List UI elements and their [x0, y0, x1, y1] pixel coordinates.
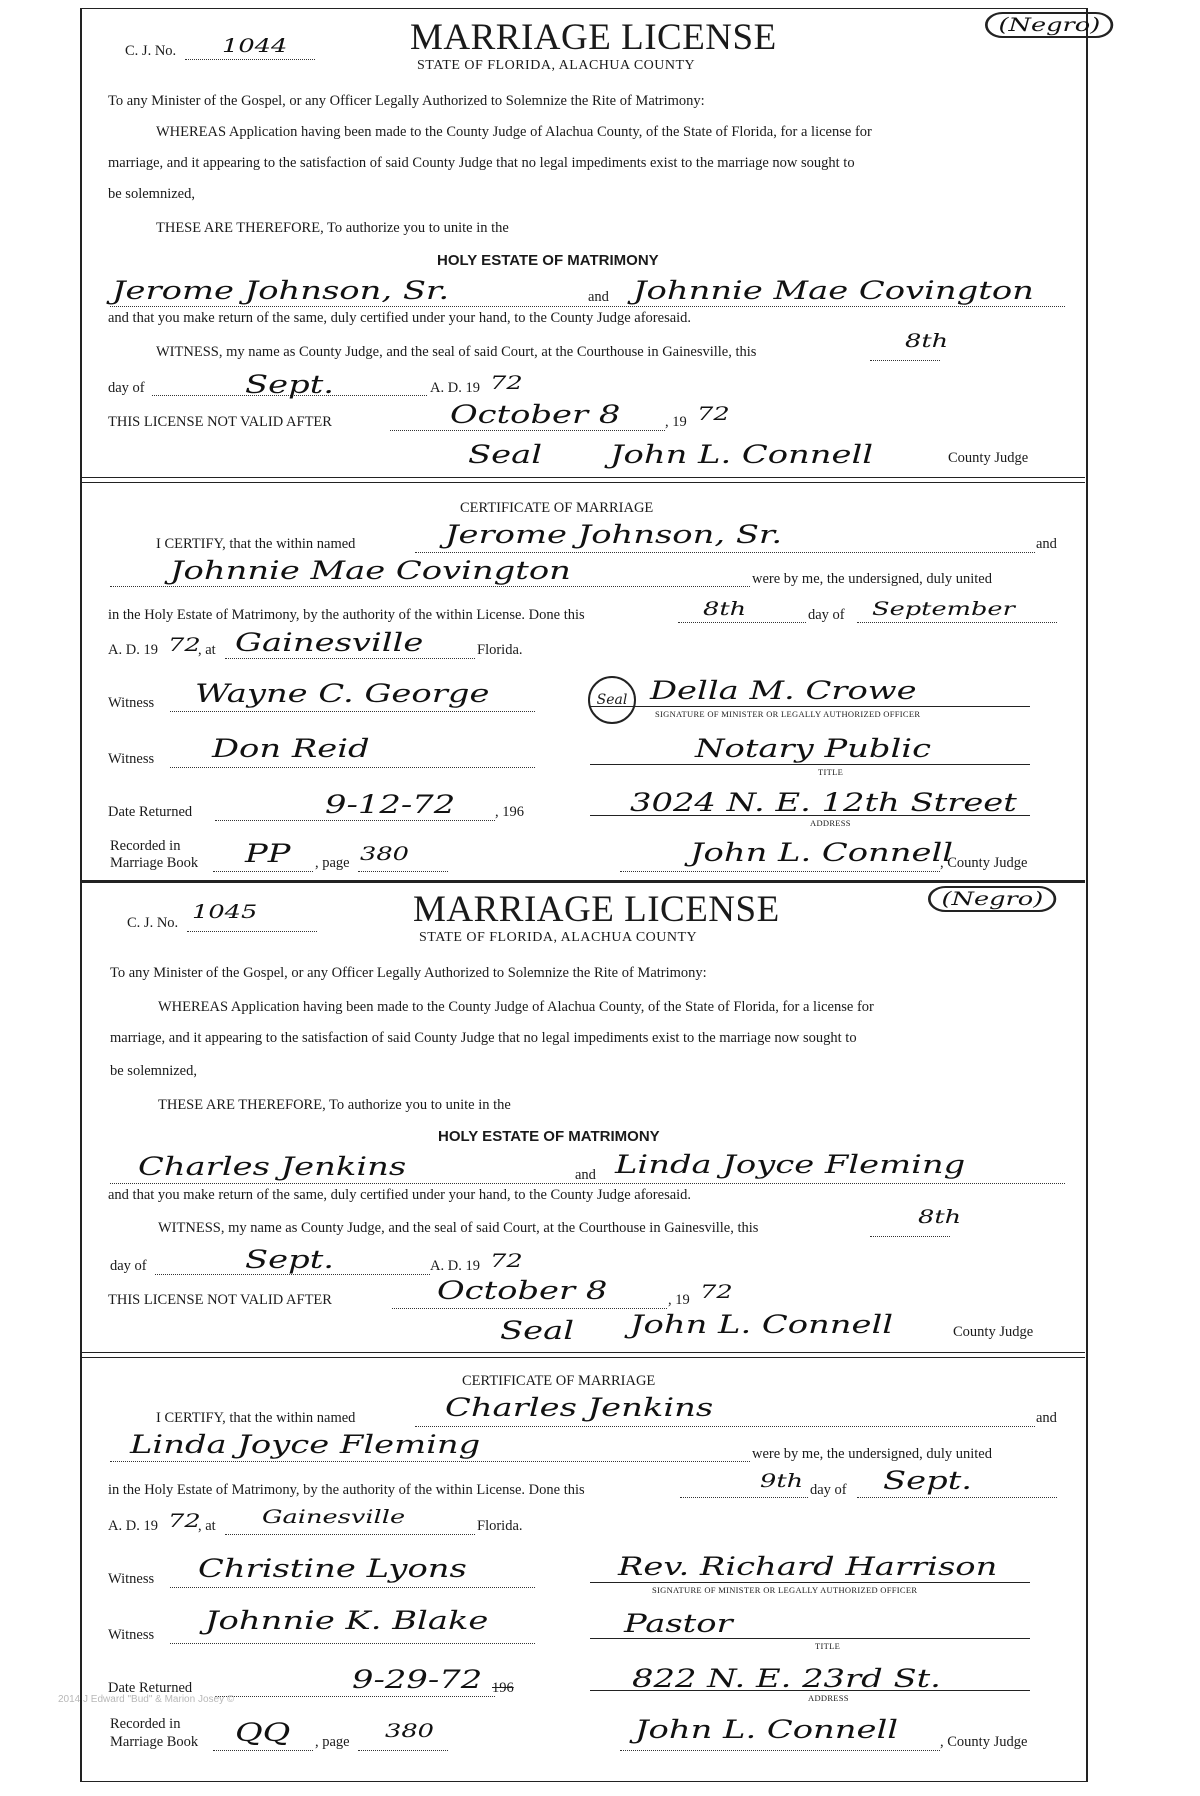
date-returned: 9-12-72: [325, 790, 456, 819]
cert-county-judge-label: , County Judge: [940, 855, 1028, 871]
witness-day: 8th: [905, 330, 949, 352]
whereas-line-2: marriage, and it appearing to the satisfaction of said County Judge that no legal impediments exist to the marriage now sought to: [110, 1030, 857, 1046]
title-caption: TITLE: [815, 1641, 841, 1651]
whereas-line-3: be solemnized,: [108, 186, 195, 202]
and-label: and: [588, 289, 609, 305]
title-line: [590, 1638, 1030, 1639]
marriage-book-label: Marriage Book: [110, 855, 199, 871]
county-judge-label: County Judge: [948, 450, 1029, 466]
cert-county-judge-label: , County Judge: [940, 1734, 1028, 1750]
certificate-title: CERTIFICATE OF MARRIAGE: [462, 1373, 656, 1389]
done-month: Sept.: [883, 1466, 972, 1495]
officiant-address: 3024 N. E. 12th Street: [630, 788, 1017, 817]
not-valid-date: October 8: [437, 1276, 608, 1305]
cert-place: Gainesville: [235, 628, 424, 657]
holy-estate-heading: HOLY ESTATE OF MATRIMONY: [438, 1128, 660, 1145]
address-line: [590, 1690, 1030, 1691]
cj-number-label: C. J. No.: [125, 43, 177, 59]
witness-1-label: Witness: [108, 1571, 155, 1587]
address-caption: ADDRESS: [810, 818, 851, 828]
cert-and-label: and: [1036, 1410, 1057, 1426]
license-month: Sept.: [245, 1245, 334, 1274]
date-returned-label: Date Returned: [108, 804, 193, 820]
at-label: , at: [198, 1518, 216, 1534]
judge-signature: John L. Connell: [630, 1310, 894, 1339]
cert-judge-signature: John L. Connell: [635, 1715, 899, 1744]
done-year: 72: [168, 1510, 201, 1532]
address-line: To any Minister of the Gospel, or any Officer Legally Authorized to Solemnize the Rite of Matrimony:: [110, 965, 707, 981]
florida-label: Florida.: [477, 642, 523, 658]
return-line: and that you make return of the same, duly certified under your hand, to the County Judge aforesaid.: [108, 1187, 692, 1203]
florida-label: Florida.: [477, 1518, 523, 1534]
recorded-label: Recorded in: [110, 1716, 181, 1732]
cert-bride: Linda Joyce Fleming: [130, 1430, 481, 1459]
certify-label: I CERTIFY, that the within named: [156, 536, 356, 552]
judge-signature: John L. Connell: [610, 440, 874, 469]
cj-number: 1044: [222, 35, 288, 57]
title-line: [590, 764, 1030, 765]
whereas-line-1: WHEREAS Application having been made to the County Judge of Alachua County, of the State of Florida, for a license for: [158, 999, 874, 1015]
officiant-signature: Della M. Crowe: [650, 676, 917, 705]
page-number: 380: [360, 843, 409, 865]
not-valid-label: THIS LICENSE NOT VALID AFTER: [108, 414, 332, 430]
cert-ad-label: A. D. 19: [108, 642, 158, 658]
section-divider: [81, 1352, 1085, 1358]
cert-bride: Johnnie Mae Covington: [170, 556, 571, 585]
witness-line: WITNESS, my name as County Judge, and the seal of said Court, at the Courthouse in Gainesville, this: [158, 1220, 759, 1236]
license-month: Sept.: [245, 370, 334, 399]
date-returned-label: Date Returned: [108, 1680, 193, 1696]
page-label: , page: [315, 855, 350, 871]
seal-signature: Seal: [468, 440, 543, 469]
done-day: 9th: [760, 1470, 804, 1492]
officiant-title: Notary Public: [695, 734, 932, 763]
whereas-line-2: marriage, and it appearing to the satisfaction of said County Judge that no legal impediments exist to the marriage now sought to: [108, 155, 855, 171]
groom-name: Jerome Johnson, Sr.: [112, 276, 450, 305]
address-line: [590, 815, 1030, 816]
license-title: MARRIAGE LICENSE: [410, 17, 777, 58]
title-caption: TITLE: [818, 767, 844, 777]
holy-line: in the Holy Estate of Matrimony, by the authority of the within License. Done this: [108, 607, 585, 623]
day-of-label: day of: [110, 1258, 147, 1274]
not-valid-year: 72: [700, 1281, 733, 1303]
witness-2-name: Don Reid: [212, 734, 370, 763]
license-year: 72: [490, 1250, 523, 1272]
day-of-label: day of: [808, 607, 845, 623]
officiant-signature: Rev. Richard Harrison: [618, 1552, 998, 1581]
holy-line: in the Holy Estate of Matrimony, by the authority of the within License. Done this: [108, 1482, 585, 1498]
cj-number: 1045: [192, 901, 258, 923]
therefore-line: THESE ARE THEREFORE, To authorize you to unite in the: [158, 1097, 511, 1113]
recorded-label: Recorded in: [110, 838, 181, 854]
officiant-seal: Seal: [588, 676, 636, 724]
cert-groom: Charles Jenkins: [445, 1393, 714, 1422]
bride-name: Linda Joyce Fleming: [615, 1150, 966, 1179]
ad-label: A. D. 19: [430, 1258, 480, 1274]
sig-caption: SIGNATURE OF MINISTER OR LEGALLY AUTHORIZED OFFICER: [655, 709, 921, 719]
and-label: and: [575, 1167, 596, 1183]
done-month: September: [872, 598, 1015, 620]
return-line: and that you make return of the same, duly certified under your hand, to the County Judge aforesaid.: [108, 310, 692, 326]
witness-2-label: Witness: [108, 1627, 155, 1643]
address-caption: ADDRESS: [808, 1693, 849, 1703]
not-valid-label: THIS LICENSE NOT VALID AFTER: [108, 1292, 332, 1308]
holy-estate-heading: HOLY ESTATE OF MATRIMONY: [437, 252, 659, 269]
united-label: were by me, the undersigned, duly united: [752, 571, 992, 587]
not-valid-year: 72: [697, 403, 730, 425]
address-line: To any Minister of the Gospel, or any Officer Legally Authorized to Solemnize the Rite of Matrimony:: [108, 93, 705, 109]
day-of-label: day of: [810, 1482, 847, 1498]
witness-line: WITNESS, my name as County Judge, and the seal of said Court, at the Courthouse in Gainesville, this: [156, 344, 757, 360]
not-valid-year-label: , 19: [665, 414, 687, 430]
cert-place: Gainesville: [262, 1506, 406, 1528]
cert-judge-signature: John L. Connell: [690, 838, 954, 867]
whereas-line-1: WHEREAS Application having been made to the County Judge of Alachua County, of the State of Florida, for a license for: [156, 124, 872, 140]
date-returned-suffix: 196: [492, 1680, 514, 1696]
sig-caption: SIGNATURE OF MINISTER OR LEGALLY AUTHORIZED OFFICER: [652, 1585, 918, 1595]
section-divider: [81, 477, 1085, 483]
whereas-line-3: be solemnized,: [110, 1063, 197, 1079]
bride-name: Johnnie Mae Covington: [633, 276, 1034, 305]
cert-groom: Jerome Johnson, Sr.: [445, 520, 783, 549]
officiant-line: [590, 1582, 1030, 1583]
license-subtitle: STATE OF FLORIDA, ALACHUA COUNTY: [417, 58, 696, 73]
license-subtitle: STATE OF FLORIDA, ALACHUA COUNTY: [419, 930, 698, 945]
license-divider: [81, 880, 1085, 883]
copyright-watermark: 2014 J Edward "Bud" & Marion Josey ©: [58, 1694, 235, 1705]
book-number: QQ: [235, 1718, 291, 1747]
certificate-title: CERTIFICATE OF MARRIAGE: [460, 500, 654, 516]
witness-1-name: Christine Lyons: [198, 1554, 467, 1583]
date-returned: 9-29-72: [352, 1665, 483, 1694]
done-day: 8th: [703, 598, 747, 620]
united-label: were by me, the undersigned, duly united: [752, 1446, 992, 1462]
done-year: 72: [168, 634, 201, 656]
therefore-line: THESE ARE THEREFORE, To authorize you to unite in the: [156, 220, 509, 236]
witness-1-name: Wayne C. George: [195, 679, 490, 708]
page-label: , page: [315, 1734, 350, 1750]
day-of-label: day of: [108, 380, 145, 396]
corner-note: (Negro): [928, 886, 1057, 912]
officiant-address: 822 N. E. 23rd St.: [632, 1664, 941, 1693]
officiant-line: [590, 706, 1030, 707]
witness-2-name: Johnnie K. Blake: [205, 1606, 489, 1635]
cj-number-label: C. J. No.: [127, 915, 179, 931]
witness-1-label: Witness: [108, 695, 155, 711]
date-returned-suffix: , 196: [495, 804, 524, 820]
seal-signature: Seal: [500, 1316, 575, 1345]
book-number: PP: [245, 839, 291, 868]
ad-label: A. D. 19: [430, 380, 480, 396]
marriage-book-label: Marriage Book: [110, 1734, 199, 1750]
cert-ad-label: A. D. 19: [108, 1518, 158, 1534]
not-valid-year-label: , 19: [668, 1292, 690, 1308]
certify-label: I CERTIFY, that the within named: [156, 1410, 356, 1426]
witness-day: 8th: [918, 1206, 962, 1228]
corner-note: (Negro): [985, 12, 1114, 38]
county-judge-label: County Judge: [953, 1324, 1034, 1340]
groom-name: Charles Jenkins: [138, 1152, 407, 1181]
cert-and-label: and: [1036, 536, 1057, 552]
license-year: 72: [490, 372, 523, 394]
witness-2-label: Witness: [108, 751, 155, 767]
page-number: 380: [385, 1720, 434, 1742]
officiant-title: Pastor: [624, 1609, 733, 1638]
at-label: , at: [198, 642, 216, 658]
not-valid-date: October 8: [450, 400, 621, 429]
license-title: MARRIAGE LICENSE: [413, 889, 780, 930]
